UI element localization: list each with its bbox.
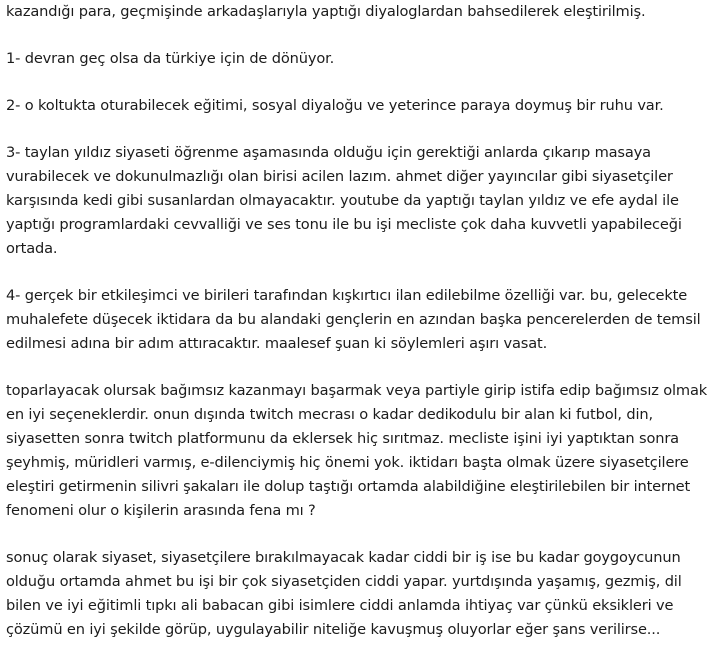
paragraph-gap — [6, 261, 666, 284]
paragraph-gap — [6, 71, 666, 94]
text-line: vurabilecek ve dokunulmazlığı olan birisi acilen lazım. ahmet diğer yayıncılar gibi siyasetçiler — [6, 168, 673, 185]
text-line: olduğu ortamda ahmet bu işi bir çok siyasetçiden ciddi yapar. yurtdışında yaşamış, gezmiş, dil — [6, 573, 682, 590]
paragraph-gap — [6, 24, 666, 47]
text-line: 2- o koltukta oturabilecek eğitimi, sosyal diyaloğu ve yeterince paraya doymuş bir ruhu var. — [6, 97, 664, 114]
text-line: şeyhmiş, müridleri varmış, e-dilenciymiş hiç önemi yok. iktidarı başta olmak üzere siyasetçilere — [6, 454, 689, 471]
entry-paragraph-intro — [6, 0, 666, 24]
text-line: karşısında kedi gibi susanlardan olmayacaktır. youtube da yaptığı taylan yıldız ve efe aydal ile — [6, 192, 679, 209]
text-line: bilen ve iyi eğitimli tıpkı ali babacan gibi isimlere ciddi anlamda ihtiyaç var çünkü eksikleri ve — [6, 597, 674, 614]
entry-paragraph-point-2 — [6, 94, 666, 118]
text-line: siyasetten sonra twitch platformunu da eklersek hiç sırıtmaz. mecliste işini iyi yaptıktan sonra — [6, 430, 679, 447]
entry-paragraph-point-4 — [6, 284, 701, 356]
text-line: eleştiri getirmenin silivri şakaları ile dolup taştığı ortamda alabildiğine eleştirilebilen bir internet — [6, 478, 691, 495]
text-line: 4- gerçek bir etkileşimci ve birileri tarafından kışkırtıcı ilan edilebilme özelliği var. bu, gelecekte — [6, 287, 688, 304]
text-line: kazandığı para, geçmişinde arkadaşlarıyla yaptığı diyaloglardan bahsedilerek eleştirilmiş. — [6, 3, 646, 20]
entry-paragraph-point-3 — [6, 141, 682, 261]
text-line: fenomeni olur o kişilerin arasında fena mı ? — [6, 502, 316, 519]
text-line: 1- devran geç olsa da türkiye için de dönüyor. — [6, 50, 335, 67]
text-line: sonuç olarak siyaset, siyasetçilere bırakılmayacak kadar ciddi bir iş ise bu kadar goygoycunun — [6, 549, 681, 566]
text-line: muhalefete düşecek iktidara da bu alandaki gençlerin en azından başka pencerelerden de temsil — [6, 311, 701, 328]
paragraph-gap — [6, 523, 666, 546]
entry-paragraph-summary — [6, 379, 707, 523]
paragraph-gap — [6, 356, 666, 379]
paragraph-gap — [6, 118, 666, 141]
text-line: toparlayacak olursak bağımsız kazanmayı başarmak veya partiyle girip istifa edip bağımsız olmak — [6, 382, 707, 399]
text-line: en iyi seçeneklerdir. onun dışında twitch mecrası o kadar dedikodulu bir alan ki futbol, din, — [6, 406, 653, 423]
entry-content — [6, 0, 707, 642]
text-line: ortada. — [6, 240, 58, 257]
text-line: yaptığı programlardaki cevvalliği ve ses tonu ile bu işi mecliste çok daha kuvvetli yapabileceği — [6, 216, 682, 233]
entry-paragraph-conclusion — [6, 546, 682, 642]
text-line: edilmesi adına bir adım attıracaktır. maalesef şuan ki söylemleri aşırı vasat. — [6, 335, 548, 352]
entry-paragraph-point-1 — [6, 47, 666, 71]
text-line: çözümü en iyi şekilde görüp, uygulayabilir niteliğe kavuşmuş oluyorlar eğer şans verilirse... — [6, 621, 661, 638]
text-line: 3- taylan yıldız siyaseti öğrenme aşamasında olduğu için gerektiği anlarda çıkarıp masaya — [6, 144, 651, 161]
